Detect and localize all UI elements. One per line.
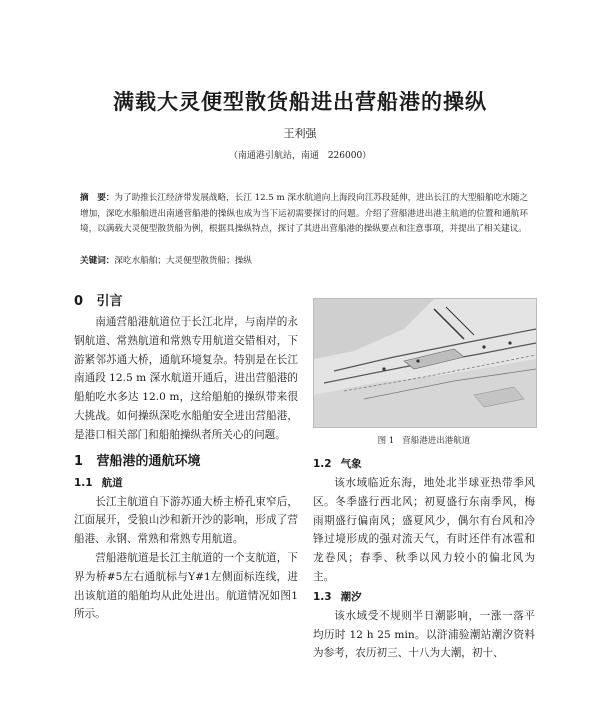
section-1-1-paragraph-1: 长江主航道自下游苏通大桥主桥孔束窄后，江面展开，受狼山沙和新开沙的影响，形成了营船港、永钢、常熟和常熟专用航道。	[74, 495, 298, 546]
section-1-number: 1	[74, 453, 84, 469]
buoy-marker-3	[482, 345, 485, 348]
section-1-2-heading	[313, 454, 535, 474]
section-1-2-number: 1.2	[313, 458, 332, 470]
figure-1-caption-text: 营船港进出港航道	[402, 436, 471, 446]
section-0-number: 0	[74, 294, 84, 309]
buoy-marker-2	[416, 359, 419, 362]
figure-1-channel-map	[313, 298, 537, 428]
figure-1-number: 图 1	[377, 436, 395, 446]
abstract	[80, 191, 528, 238]
section-1-title: 营船港的通航环境	[96, 453, 201, 469]
section-1-3-paragraph: 该水域受不规则半日潮影响，一涨一落平均历时 12 h 25 min。以浒浦验潮站潮汐资料为参考，农历初三、十八为大潮，初十、	[313, 609, 535, 660]
author-affiliation: （南通港引航站，南通 226000）	[228, 151, 372, 161]
section-1-3-title: 潮汐	[340, 590, 362, 603]
section-1-2-title: 气象	[340, 458, 362, 470]
section-0-title: 引言	[96, 294, 123, 309]
section-0-heading	[74, 291, 298, 313]
section-1-1-number: 1.1	[74, 476, 93, 489]
keywords-label: 关键词：	[80, 256, 115, 266]
section-1-1-paragraph-2: 营船港航道是长江主航道的一个支航道，下界为桥#5左右通航标与Y#1左侧面标连线，进出该航道的船舶均从此处进出。航道情况如图1所示。	[74, 551, 298, 621]
channel-map-graphic	[314, 299, 536, 427]
section-0-paragraph: 南通营船港航道位于长江北岸，与南岸的永钢航道、常熟航道和常熟专用航道交错相对，下游紧邻苏通大桥，通航环境复杂。特别是在长江南通段 12.5 m 深水航道开通后，进出营船港的船舶吃水多达 12.0 m，这给船舶的操纵带来很大挑战。如何操纵深吃水船舶安全进出营船港，是港口相关部门和船舶操纵者所关心的问题。	[74, 316, 298, 441]
figure-1-caption	[313, 428, 535, 454]
abstract-label: 摘 要：	[80, 193, 115, 203]
section-1-1-title: 航道	[101, 476, 123, 489]
section-1-3-heading	[313, 587, 535, 607]
keywords-text: 深吃水船舶；大灵便型散货船；操纵	[114, 256, 252, 266]
right-column	[313, 298, 535, 663]
section-1-3-number: 1.3	[313, 590, 332, 603]
section-1-1-heading	[74, 473, 298, 493]
section-1-2-paragraph: 该水域临近东海，地处北半球亚热带季风区。冬季盛行西北风；初夏盛行东南季风，梅雨期盛行偏南风；盛夏风少，偶尔有台风和冷锋过境形成的强对流天气，有时还伴有冰雹和龙卷风；春季、秋季以风力较小的偏北风为主。	[313, 477, 535, 583]
author-name: 王利强	[283, 127, 317, 140]
buoy-marker-1	[382, 367, 385, 370]
keywords	[80, 254, 528, 268]
section-1-heading	[74, 451, 298, 473]
buoy-marker-4	[508, 341, 511, 344]
paper-title: 满载大灵便型散货船进出营船港的操纵	[113, 89, 487, 114]
abstract-text: 为了助推长江经济带发展战略，长江 12.5 m 深水航道向上海段向江苏段延伸，进出长江的大型船舶吃水随之增加，深吃水船舶进出南通营船港的操纵也成为当下运初需要探讨的问题。介绍了营船港进出港主航道的位置和通航环境，以满载大灵便型散货船为例，根据具操纵特点，探讨了其进出营船港的操纵要点和注意事项，并提出了相关建议。	[80, 193, 528, 234]
left-column	[74, 291, 298, 624]
